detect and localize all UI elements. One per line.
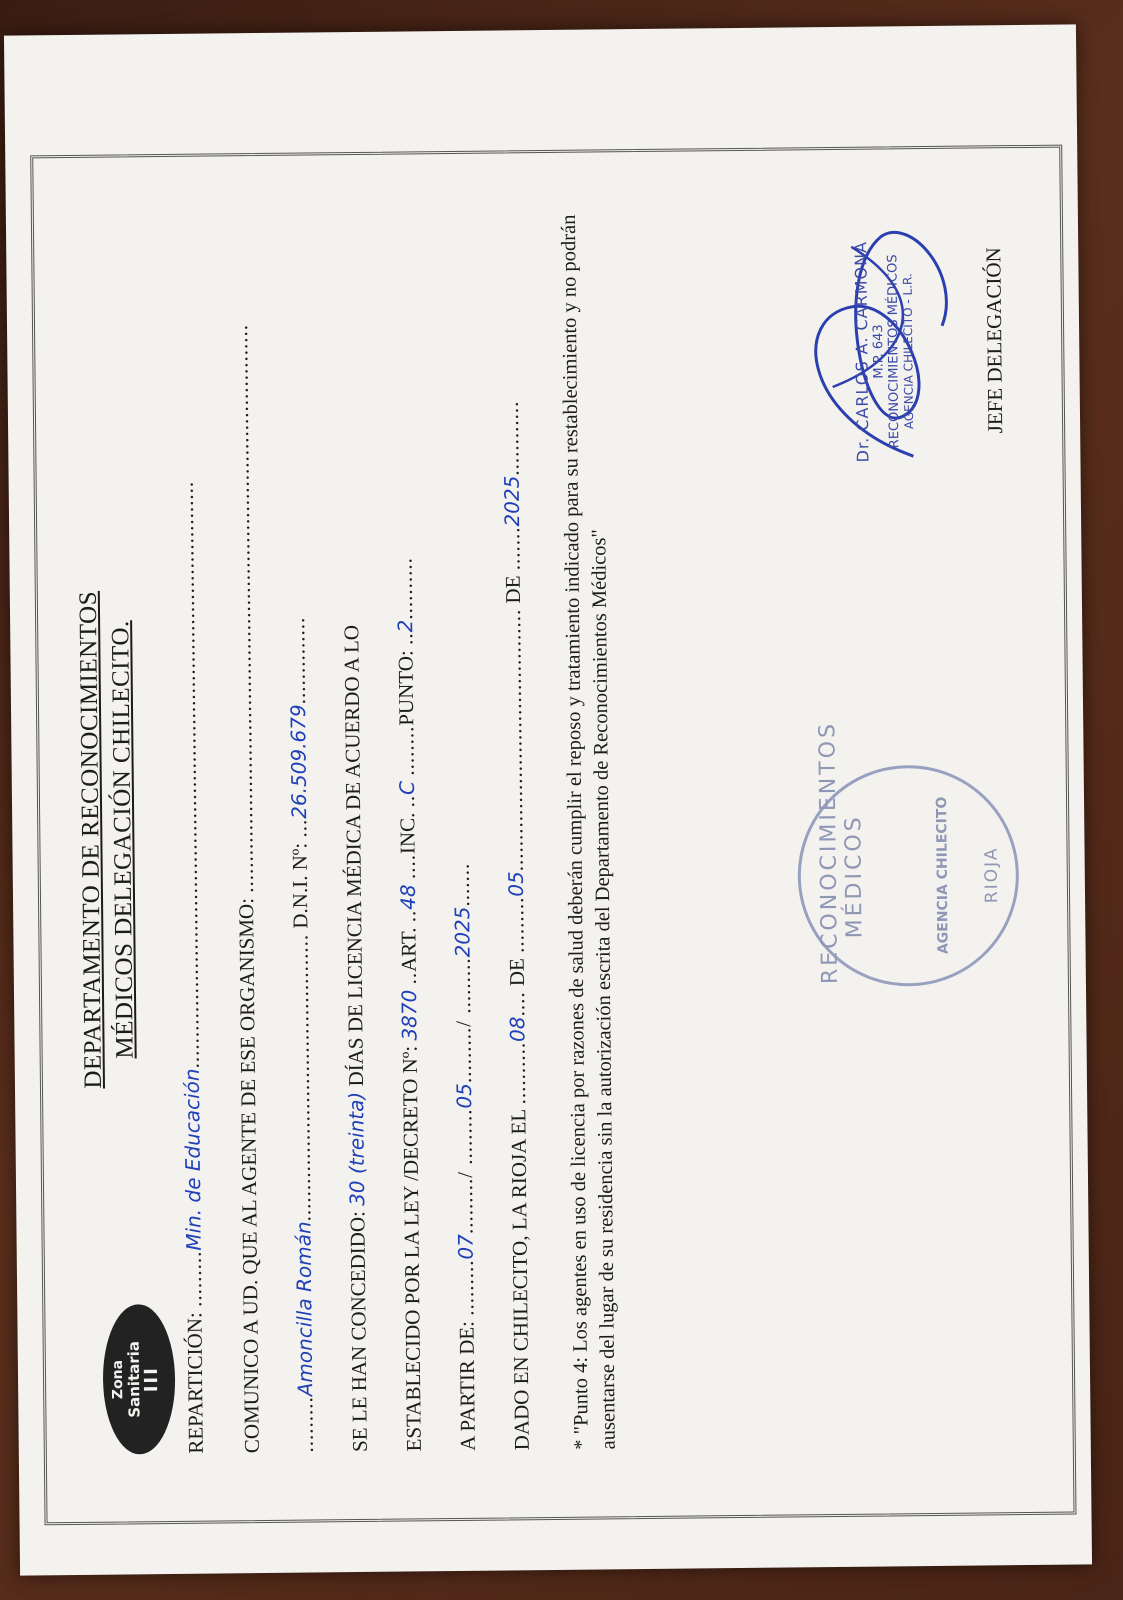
establecido-line: ESTABLECIDO POR LA LEY /DECRETO Nº: 3870 ..ART. ..48 ....INC. ..C ........PUNTO: ..2.......... [392,557,426,1452]
inc-value: C [394,780,419,796]
punto-4-note: * "Punto 4: Los agentes en uso de licencia por razones de salud deberán cumplir el reposo y tratamiento indicado para su restablecimiento y no podrán ausentarse del lugar de su residencia sin la autorización escrita del Departamento de Reconocimientos Médicos" [557,214,620,1450]
apartir-year: 2025 [450,906,475,958]
stamp-agency: AGENCIA CHILECITO - L.R. [900,273,917,430]
establecido-label: ESTABLECIDO POR LA LEY /DECRETO Nº: [397,1045,426,1452]
dias-text: DÍAS DE LICENCIA MÉDICA DE ACUERDO A LO [339,624,368,1087]
dado-line: DADO EN CHILECITO, LA RIOJA EL ..........08.... DE .........05.......................................... DE .......2025............ [498,400,534,1451]
comunico-line: COMUNICO A UD. QUE AL AGENTE DE ESE ORGANISMO: ........................................................................................... [227,323,264,1454]
seal-center-text: AGENCIA CHILECITO [933,796,952,955]
agent-line: .........Amoncilla Román.............................................. D.N.I. Nº: ...26.509.679.............. [285,616,318,1453]
dias-value: 30 (treinta) [344,1091,370,1206]
art-label: ART. [396,927,421,973]
de-label-1: DE [504,958,529,987]
apartir-month: 05 [451,1082,477,1109]
reconocimientos-medicos-seal [797,720,1020,987]
jefe-delegacion-label: JEFE DELEGACIÓN [981,247,1008,434]
dado-year: 2025 [499,475,525,527]
seal-bottom-text: RIOJA [981,846,1003,904]
reparticion-value: Min. de Educación [179,1068,206,1251]
de-label-2: DE [500,575,525,604]
dado-day: 08 [505,1016,530,1043]
art-value: 48 [395,884,421,910]
logo-text-2: Sanitaria [124,1340,144,1418]
reparticion-line: REPARTICIÓN: .........Min. de Educación.............................................................................................. [173,480,208,1454]
header-line-2: MÉDICOS DELEGACIÓN CHILECITO. [107,620,139,1059]
apartir-day: 07 [453,1233,478,1260]
punto-label: PUNTO: [393,650,419,726]
punto-value: 2 [393,619,418,633]
logo-text-3: III [140,1366,163,1393]
seal-top-text: RECONOCIMIENTOS MÉDICOS [815,720,868,985]
dado-label: DADO EN CHILECITO, LA RIOJA EL [506,1109,534,1451]
dni-value: 26.509.679 [285,704,312,819]
header-line-1: DEPARTAMENTO DE RECONOCIMIENTOS [74,590,107,1089]
agent-name: Amoncilla Román [291,1221,318,1397]
ley-value: 3870 [396,989,422,1041]
doctor-name: Dr. CARLOS A. CARMONA [851,240,873,463]
reparticion-label: REPARTICIÓN: [182,1312,208,1454]
apartir-line: A PARTIR DE: .........07........./ .........05........./ .........2025....... [449,862,480,1452]
logo-text-1: Zona [109,1359,127,1400]
comunico-text: COMUNICO A UD. QUE AL AGENTE DE ESE ORGANISMO: [234,897,264,1454]
dni-label: D.N.I. Nº: [287,842,313,929]
signature-stamp [851,216,917,487]
stamp-dept: RECONOCIMIENTOS MÉDICOS [885,254,903,449]
apartir-label: A PARTIR DE: [454,1320,480,1452]
paper-sheet [4,24,1092,1575]
dado-month: 05 [503,871,529,897]
concedido-label: SE LE HAN CONCEDIDO: [345,1210,372,1453]
doctor-mp: M.P. 643 [871,324,887,379]
inc-label: INC. [395,812,420,855]
medical-leave-form [30,145,1076,1526]
